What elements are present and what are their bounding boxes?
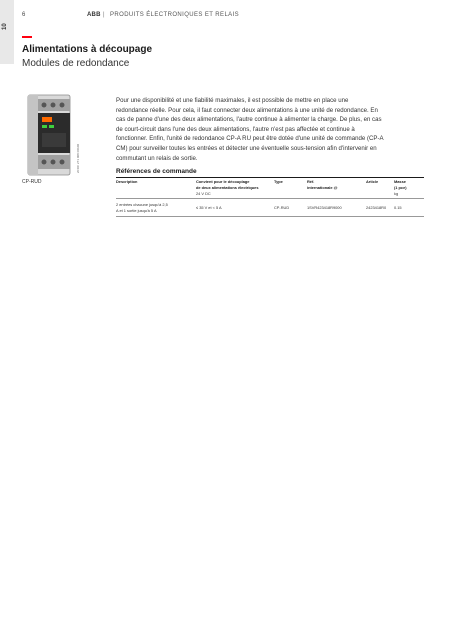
table-bottom-rule xyxy=(116,216,424,217)
paragraph-line: Pour une disponibilité et une fiabilité maximales, il est possible de mettre en place une xyxy=(116,97,349,104)
product-caption: CP-RUD xyxy=(22,179,42,185)
row-description-2: A et 1 sortie jusqu'à 5 A xyxy=(116,208,157,213)
row-mass: 0.15 xyxy=(394,205,402,210)
header-compat-1: Convient pour le découplage xyxy=(196,179,250,184)
product-image-code: 2CDC 271 008 F0b06 xyxy=(76,143,80,173)
header-article: Article xyxy=(366,179,379,184)
table-top-rule xyxy=(116,177,424,178)
references-title: Références de commande xyxy=(116,168,197,175)
header-type: Type xyxy=(274,179,283,184)
row-article: 2423418R0 xyxy=(366,205,387,210)
paragraph-line: commutant un relais de sortie. xyxy=(116,154,198,162)
header-ref-1: Réf. xyxy=(307,179,315,184)
row-type: CP-RUD xyxy=(274,205,290,210)
row-ref: 1SVR423418R9000 xyxy=(307,205,342,210)
header-mass-1: Masse xyxy=(394,179,406,184)
title-accent-rule xyxy=(22,36,32,38)
paragraph-line: redondance réelle. Pour cela, il faut connecter deux alimentations à une unité de redondance. En xyxy=(116,106,378,114)
paragraph-line: fonctionner. Enfin, l'unité de redondance CP-A RU peut être dotée d'une unité de commande (CP-A xyxy=(116,135,384,143)
page-title: Alimentations à découpage xyxy=(22,44,153,55)
header-ref-2: internationale @ xyxy=(307,185,338,190)
header-description: Description xyxy=(116,179,138,184)
header-mass-3: kg xyxy=(394,191,399,196)
paragraph-line: CM) pour surveiller toutes les entrées et détecter une éventuelle sous-tension afin d'intervenir en xyxy=(116,144,377,152)
product-image xyxy=(24,93,74,177)
chapter-side-tab xyxy=(0,0,14,64)
description-paragraph xyxy=(116,96,424,163)
row-description-1: 2 entrées chacune jusqu'à 2,5 xyxy=(116,202,168,207)
header-compat-2: de deux alimentations électriques xyxy=(196,185,259,190)
brand-logo: ABB xyxy=(87,12,101,18)
table-header-rule xyxy=(116,198,424,199)
paragraph-line: de court-circuit dans l'une des deux alimentations, l'autre n'est pas affectée et continue à xyxy=(116,125,355,133)
header-compat-3: 24 V DC xyxy=(196,191,211,196)
chapter-number: 10 xyxy=(2,23,8,30)
header-separator: | xyxy=(103,12,105,18)
page-subtitle: Modules de redondance xyxy=(22,58,130,69)
paragraph-line: cas de panne d'une des deux alimentations, l'autre continue à alimenter la charge. De plus, en cas xyxy=(116,116,382,124)
section-title: PRODUITS ÉLECTRONIQUES ET RELAIS xyxy=(110,12,240,18)
header-mass-2: (1 pce) xyxy=(394,185,407,190)
row-compat: ≤ 35 V et < 5 A xyxy=(196,205,222,210)
page-number: 6 xyxy=(22,12,26,18)
